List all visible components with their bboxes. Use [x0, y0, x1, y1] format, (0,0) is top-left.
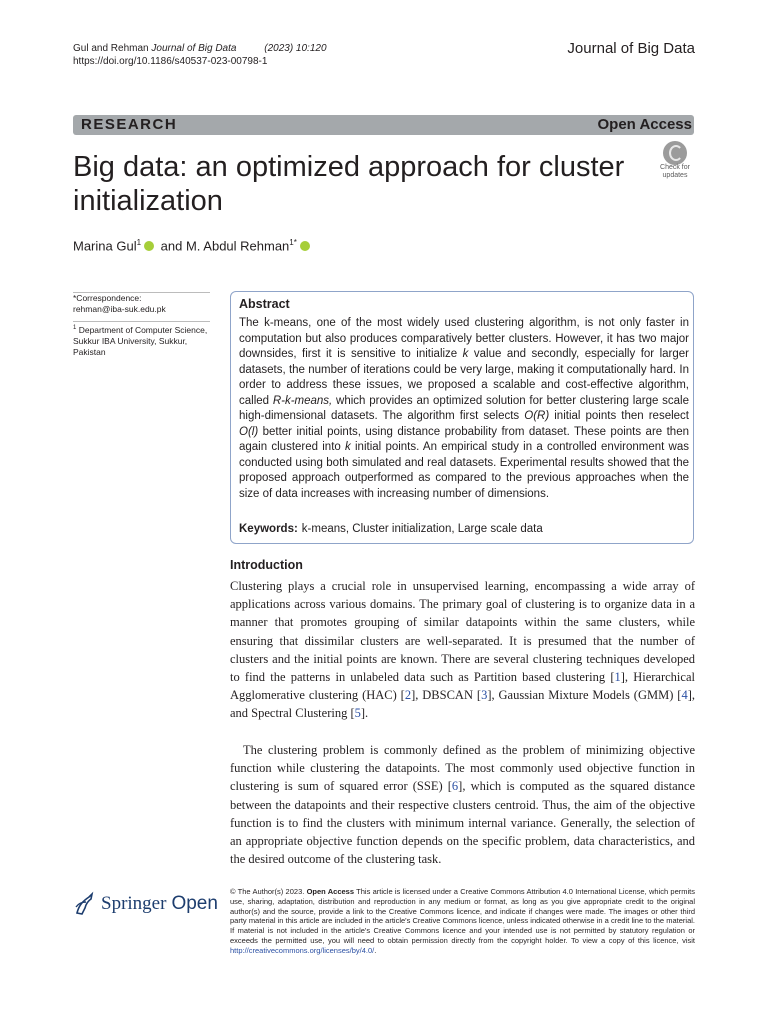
check-updates-icon — [663, 141, 687, 165]
abstract-heading: Abstract — [239, 297, 290, 311]
keywords: Keywords: k-means, Cluster initialization, Large scale data — [239, 523, 543, 535]
citation-link[interactable]: 1 — [614, 670, 621, 685]
springer-horse-icon — [73, 891, 95, 917]
citation-link[interactable]: 4 — [681, 688, 688, 703]
sidebar-divider — [73, 321, 210, 322]
citation-journal: Journal of Big Data — [151, 43, 237, 54]
author-name: M. Abdul Rehman — [185, 238, 290, 254]
author-list: Marina Gul$^1$ and M. Abdul Rehman$^{1*}$ — [73, 238, 313, 253]
introduction-heading: Introduction — [230, 558, 303, 572]
section-label: RESEARCH — [81, 116, 178, 133]
springer-open-logo: Springer Open — [73, 889, 218, 919]
article-title: Big data: an optimized approach for cluster initialization — [73, 151, 625, 217]
doi-link[interactable]: https://doi.org/10.1186/s40537-023-00798-1 — [73, 56, 268, 67]
intro-paragraph: The clustering problem is commonly defined as the problem of minimizing objective function while clustering the datapoints. The most commonly used objective function in clustering is sum of squared error (SSE) [6], which is computed as the squared distance between the datapoints and their respective clusters centroid. Thus, the aim of the objective function is to find the clusters with minimum internal variance. Generally, the selection of an appropriate objective function depends on the specific problem, data characteristics, and the desired outcome of the clustering task. — [230, 743, 695, 867]
affiliation: $^1$ Department of Computer Science, Sukkur IBA University, Sukkur, Pakistan — [73, 324, 208, 357]
open-access-label: Open Access — [597, 116, 692, 133]
citation-link[interactable]: 2 — [404, 688, 412, 703]
abstract-text: The k-means, one of the most widely used clustering algorithm, is not only faster in computation but also produces comparatively better clusters. However, it has two major downsides, first it is sensitive to initialize k value and secondly, especially for larger datasets, the number of iterations could be very large, making it computationally hard. In order to address these issues, we proposed a scalable and cost-effective algorithm, called R-k-means, which provides an optimized solution for better clustering large scale high-dimensional datasets. The algorithm first selects O(R) initial points then reselect O(l) better initial points, using distance probability from dataset. These points are then again clustered into k initial points. An empirical study in a controlled environment was conducted using both simulated and real datasets. Experimental results showed that the proposed approach outperformed as compared to the previous approaches when the size of data increases with increasing number of dimensions. — [239, 317, 689, 500]
orcid-icon[interactable] — [300, 241, 310, 251]
citation-link[interactable]: 6 — [451, 779, 459, 794]
check-for-updates-badge[interactable]: Check for updates — [656, 141, 694, 179]
citation-link[interactable]: 3 — [481, 688, 488, 703]
citation-year-volume: (2023) 10:120 — [264, 43, 327, 54]
license-link[interactable]: http://creativecommons.org/licenses/by/4.0/ — [230, 945, 375, 955]
intro-paragraph: Clustering plays a crucial role in unsupervised learning, encompassing a wide array of applications across various domains. The primary goal of clustering is to organize data in a manner that promotes grouping of similar datapoints within the same clusters, while ensuring that dissimilar clusters are well-separated. It is presumed that the number of clusters and the initial points are known. There are several clustering techniques developed to find the patterns in unlabeled data such as Partition based clustering [1], Hierarchical Agglomerative clustering (HAC) [2], DBSCAN [3], Gaussian Mixture Models (GMM) [4], and Spectral Clustering [5]. — [230, 579, 695, 721]
correspondence: *Correspondence: rehman@iba-suk.edu.pk — [73, 293, 210, 315]
author-name: Marina Gul — [73, 238, 137, 254]
orcid-icon[interactable] — [144, 241, 154, 251]
journal-name: Journal of Big Data — [567, 40, 695, 57]
license-text: © The Author(s) 2023. Open Access This article is licensed under a Creative Commons Attribution 4.0 International License, which permits use, sharing, adaptation, distribution and reproduction in any medium or format, as long as you give appropriate credit to the original author(s) and the source, provide a link to the Creative Commons licence, and indicate if changes were made. The images or other third party material in this article are included in the article's Creative Commons licence, unless indicated otherwise in a credit line to the material. If material is not included in the article's Creative Commons licence and your intended use is not permitted by statutory regulation or exceeds the permitted use, you will need to obtain permission directly from the copyright holder. To view a copy of this licence, visit http://creativecommons.org/licenses/by/4.0/. — [230, 887, 695, 955]
running-header — [73, 42, 327, 68]
citation-link[interactable]: 5 — [354, 706, 361, 721]
correspondence-email[interactable]: rehman@iba-suk.edu.pk — [73, 304, 166, 314]
citation-authors: Gul and Rehman — [73, 43, 149, 54]
